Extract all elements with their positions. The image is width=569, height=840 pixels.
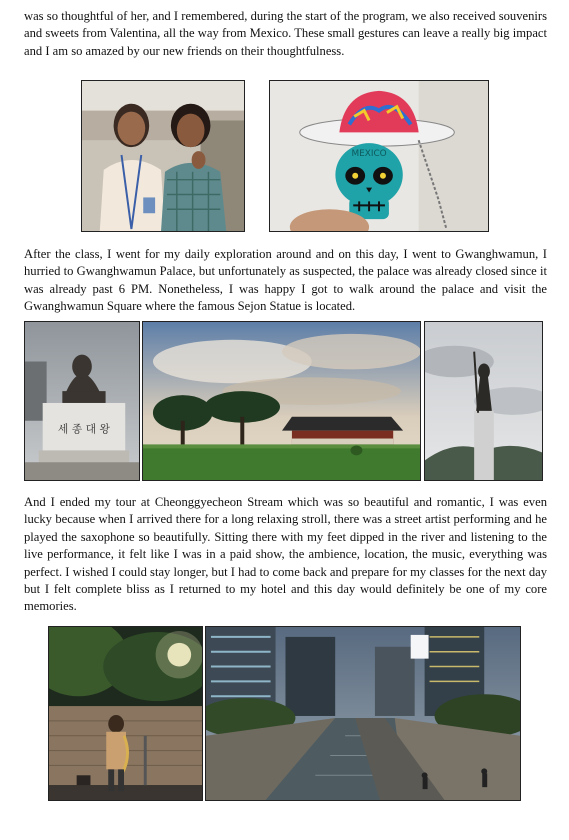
paragraph-gwanghwamun: After the class, I went for my daily exploration around and on this day, I went to Gwanghwamun, I hurried to Gwanghwamun Palace, but unfortunately as suspected, the palace was already closed since it was already past 6 PM. Nonetheless, I was happy I got to walk around the palace and visit the Gwanghwamun Square where the famous Sejon Statue is located. — [24, 247, 547, 314]
paragraph-souvenirs: was so thoughtful of her, and I remembered, during the start of the program, we also received souvenirs and sweets from Valentina, all the way from Mexico. These small gestures can leave a really big impact and I am so amazed by our new friends on their thoughtfulness. — [24, 9, 547, 58]
photo-stream — [205, 626, 521, 801]
photo-friends — [81, 80, 245, 232]
photo-keychain — [269, 80, 489, 232]
statue-plaque-text: 세 종 대 왕 — [57, 422, 110, 436]
photo-admiral-statue — [424, 321, 543, 481]
keychain-lettering: MEXICO — [351, 149, 387, 159]
photo-sejong-statue — [24, 321, 140, 481]
photo-palace — [142, 321, 421, 481]
paragraph-cheonggyecheon: And I ended my tour at Cheonggyecheon Stream which was so beautiful and romantic, I was even lucky because when I arrived there for a long relaxing stroll, there was a street artist performing and he played the saxophone so beautifully. Sitting there with my feet dipped in the river and listening to the live performance, it felt like I was in a paid show, the ambience, location, the music, everything was perfect. I wished I could stay longer, but I had to come back and prepare for my classes for the next day but I felt complete bliss as I returned to my hotel and this day would definitely be one of my core memories. — [24, 495, 547, 614]
photo-saxophone-player — [48, 626, 203, 801]
